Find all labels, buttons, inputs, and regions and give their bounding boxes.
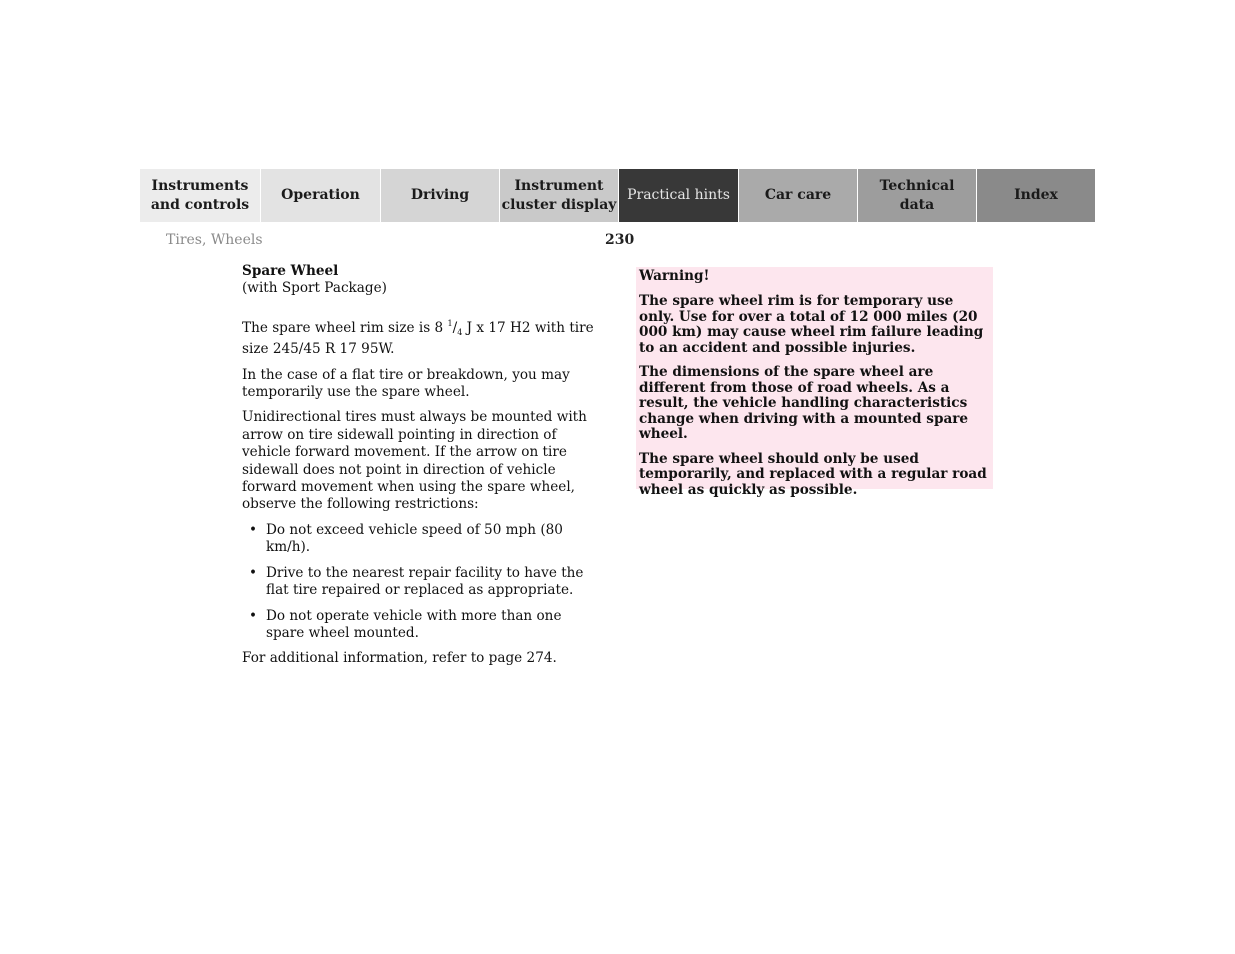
reference-paragraph: For additional information, refer to page 274.	[242, 650, 557, 667]
unidirectional-paragraph: Unidirectional tires must always be mounted with arrow on tire sidewall pointing in direction of vehicle forward movement. If the arrow on tire sidewall does not point in direction of vehicle forward movement when using the spare wheel, observe the following restrictions:	[242, 409, 587, 513]
tab-index[interactable]: Index	[976, 169, 1095, 222]
tab-practical-hints[interactable]: Practical hints	[618, 169, 738, 222]
warning-paragraph: The spare wheel should only be used temporarily, and replaced with a regular road wheel as quickly as possible.	[639, 450, 987, 498]
page-number: 230	[605, 232, 635, 248]
flat-tire-paragraph: In the case of a flat tire or breakdown, you may temporarily use the spare wheel.	[242, 366, 570, 401]
tab-instruments-and-controls[interactable]: Instruments and controls	[140, 169, 260, 222]
tab-driving[interactable]: Driving	[380, 169, 499, 222]
warning-box	[636, 267, 993, 498]
tab-car-care[interactable]: Car care	[738, 169, 857, 222]
chapter-nav	[140, 169, 1095, 222]
tab-instrument-cluster-display[interactable]: Instrument cluster display	[499, 169, 618, 222]
rim-text-end: J x 17 H2 with tire size 245/45 R 17 95W.	[242, 319, 594, 358]
list-item: • Do not exceed vehicle speed of 50 mph (80 km/h).	[242, 522, 604, 557]
warning-heading: Warning!	[639, 268, 710, 284]
tab-operation[interactable]: Operation	[260, 169, 380, 222]
page-subheading: (with Sport Package)	[242, 280, 387, 297]
section-title: Tires, Wheels	[166, 232, 263, 248]
main-text-column	[242, 263, 604, 676]
fraction-slash: /	[452, 319, 458, 336]
page-heading: Spare Wheel	[242, 263, 339, 279]
list-item: • Do not operate vehicle with more than one spare wheel mounted.	[242, 608, 604, 643]
restrictions-list	[242, 522, 604, 642]
fraction-denominator: 4	[457, 327, 463, 337]
warning-paragraph: The dimensions of the spare wheel are different from those of road wheels. As a result, the vehicle handling characteristics change when driving with a mounted spare wheel.	[639, 364, 969, 442]
warning-paragraph: The spare wheel rim is for temporary use only. Use for over a total of 12 000 miles (20 000 km) may cause wheel rim failure leading to an accident and possible injuries.	[639, 293, 984, 356]
tab-technical-data[interactable]: Technical data	[857, 169, 976, 222]
list-item: • Drive to the nearest repair facility to have the flat tire repaired or replaced as appropriate.	[242, 565, 604, 600]
fraction-numerator: 1	[447, 318, 453, 328]
rim-text-start: The spare wheel rim size is 8	[242, 319, 448, 336]
rim-size-paragraph	[242, 315, 604, 359]
